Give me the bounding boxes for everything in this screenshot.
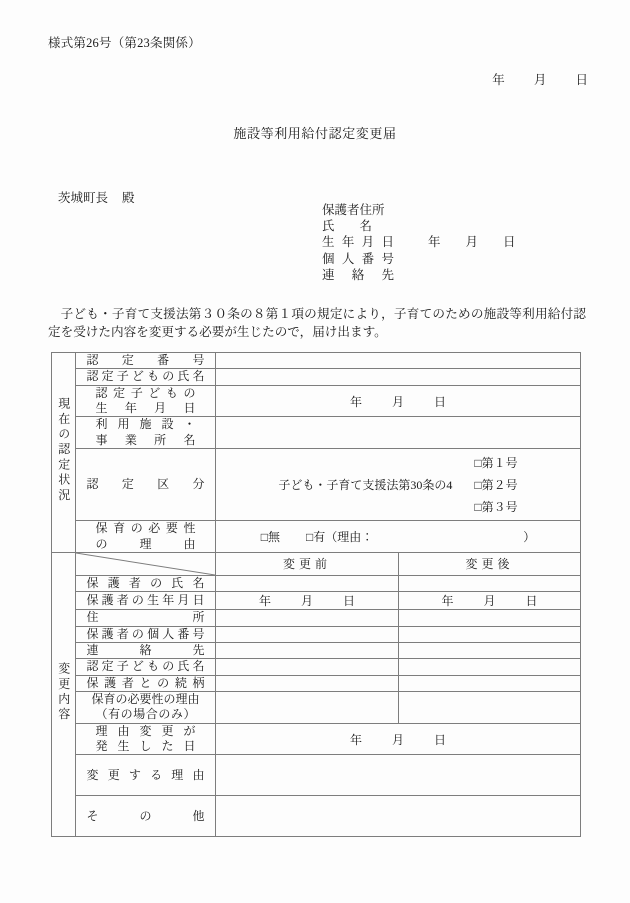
field-guardian-birthdate-after[interactable] <box>399 592 581 610</box>
child-birth-year: 年 <box>349 394 362 409</box>
column-header-after: 変更後 <box>399 552 581 575</box>
applicant-birth-day: 日 <box>503 235 516 250</box>
row-label-certification-number: 認定番号 <box>76 353 216 369</box>
field-facility-name[interactable] <box>216 417 581 449</box>
row-label-care-necessity-reason: 保育の必要性 の理由 <box>76 521 216 553</box>
field-address-before[interactable] <box>216 610 399 626</box>
field-guardian-name-after[interactable] <box>399 575 581 591</box>
field-care-necessity-reason[interactable] <box>216 521 581 553</box>
field-relationship-after[interactable] <box>399 675 581 691</box>
applicant-block <box>322 200 516 281</box>
guardian-birth-after-day: 日 <box>525 594 538 609</box>
applicant-address-row <box>322 200 516 216</box>
applicant-contact-row <box>322 265 516 281</box>
applicant-birth-row <box>322 232 516 248</box>
certification-category-options <box>474 454 517 515</box>
row-label-contact: 連絡先 <box>76 642 216 658</box>
table-row <box>52 369 581 385</box>
applicant-birth-label: 生年月日 <box>322 235 394 250</box>
reason-change-day: 日 <box>434 732 447 747</box>
checkbox-category-3[interactable]: □第３号 <box>474 500 518 515</box>
applicant-birth-year: 年 <box>428 235 441 250</box>
row-label-relationship: 保護者との続柄 <box>76 675 216 691</box>
child-birth-month: 月 <box>391 394 404 409</box>
applicant-birth-month: 月 <box>465 235 479 250</box>
guardian-birth-before-year: 年 <box>258 594 271 609</box>
field-change-care-reason-after[interactable] <box>399 692 581 724</box>
row-label-other: その他 <box>76 796 216 837</box>
reason-change-month: 月 <box>391 732 404 747</box>
diagonal-header-cell <box>76 552 216 575</box>
table-row <box>52 575 581 591</box>
row-label-change-reason: 変更する理由 <box>76 755 216 796</box>
form-number: 様式第26号（第23条関係） <box>48 36 201 50</box>
field-child-name[interactable] <box>216 369 581 385</box>
table-row <box>52 610 581 626</box>
row-label-change-care-reason: 保育の必要性の理由 （有の場合のみ） <box>76 692 216 724</box>
guardian-birth-after-year: 年 <box>441 594 454 609</box>
child-birth-day: 日 <box>434 394 447 409</box>
field-guardian-birthdate-before[interactable] <box>216 592 399 610</box>
addressee-honorific: 殿 <box>122 191 135 205</box>
table-row <box>52 417 581 449</box>
table-row <box>52 449 581 521</box>
guardian-birth-after-month: 月 <box>483 594 496 609</box>
field-guardian-mynumber-after[interactable] <box>399 626 581 642</box>
applicant-address-label: 保護者住所 <box>322 203 385 217</box>
row-label-child-birthdate: 認定子どもの 生年月日 <box>76 385 216 417</box>
applicant-mynumber-row <box>322 249 516 265</box>
field-certification-category[interactable] <box>216 449 581 521</box>
submission-date-line <box>492 70 588 88</box>
table-row <box>52 521 581 553</box>
child-birthdate-date <box>350 395 446 409</box>
reason-change-year: 年 <box>349 732 362 747</box>
field-contact-after[interactable] <box>399 642 581 658</box>
checkbox-category-1[interactable]: □第１号 <box>474 456 518 471</box>
care-reason-close-paren: ） <box>523 530 536 545</box>
row-label-child-name: 認定子どもの氏名 <box>76 369 216 385</box>
table-row <box>52 755 581 796</box>
guardian-birth-before-month: 月 <box>300 594 313 609</box>
body-paragraph: 子ども・子育て支援法第３０条の８第１項の規定により，子育てのための施設等利用給付認定を受けた内容を変更する必要が生じたので，届け出ます。 <box>48 307 586 340</box>
guardian-birth-before-day: 日 <box>343 594 356 609</box>
row-label-guardian-name: 保護者の氏名 <box>76 575 216 591</box>
table-row <box>52 552 581 575</box>
row-label-guardian-mynumber: 保護者の個人番号 <box>76 626 216 642</box>
table-row <box>52 353 581 369</box>
field-address-after[interactable] <box>399 610 581 626</box>
row-label-facility-name: 利用施設・ 事業所名 <box>76 417 216 449</box>
field-reason-change-date[interactable] <box>216 723 581 755</box>
field-change-child-name-after[interactable] <box>399 659 581 675</box>
section-label-current-status: 現在の認定状況 <box>52 353 76 553</box>
field-change-care-reason-before[interactable] <box>216 692 399 724</box>
table-row <box>52 692 581 724</box>
field-child-birthdate[interactable] <box>216 385 581 417</box>
column-header-before: 変更前 <box>216 552 399 575</box>
date-year-label: 年 <box>492 73 505 87</box>
table-row <box>52 723 581 755</box>
applicant-contact-label: 連絡先 <box>322 267 394 282</box>
field-guardian-mynumber-before[interactable] <box>216 626 399 642</box>
field-change-reason[interactable] <box>216 755 581 796</box>
applicant-name-label: 氏 名 <box>322 219 373 234</box>
row-label-certification-category: 認定区分 <box>76 449 216 521</box>
addressee <box>58 188 135 206</box>
checkbox-care-yes[interactable]: □有（理由： <box>305 530 374 545</box>
row-label-address: 住所 <box>76 610 216 626</box>
field-change-child-name-before[interactable] <box>216 659 399 675</box>
field-guardian-name-before[interactable] <box>216 575 399 591</box>
table-row <box>52 626 581 642</box>
field-contact-before[interactable] <box>216 642 399 658</box>
row-label-reason-change-date: 理由変更が 発生した日 <box>76 723 216 755</box>
applicant-birth-date <box>394 232 516 250</box>
section-label-change-content: 変更内容 <box>52 552 76 837</box>
field-certification-number[interactable] <box>216 353 581 369</box>
row-label-guardian-birthdate: 保護者の生年月日 <box>76 592 216 610</box>
table-row <box>52 642 581 658</box>
addressee-name: 茨城町長 <box>58 191 109 205</box>
table-row <box>52 659 581 675</box>
applicant-name-row <box>322 216 516 232</box>
date-day-label: 日 <box>575 73 588 87</box>
table-row <box>52 796 581 837</box>
page-title: 施設等利用給付認定変更届 <box>233 126 397 141</box>
date-month-label: 月 <box>533 73 547 87</box>
field-other[interactable] <box>216 796 581 837</box>
table-row <box>52 675 581 691</box>
checkbox-care-none[interactable]: □無 <box>260 530 280 545</box>
table-row <box>52 592 581 610</box>
form-table <box>51 352 581 837</box>
certification-law-text: 子ども・子育て支援法第30条の4 <box>278 478 453 493</box>
row-label-change-child-name: 認定子どもの氏名 <box>76 659 216 675</box>
table-row <box>52 385 581 417</box>
applicant-mynumber-label: 個人番号 <box>322 251 394 266</box>
checkbox-category-2[interactable]: □第２号 <box>474 478 518 493</box>
field-relationship-before[interactable] <box>216 675 399 691</box>
